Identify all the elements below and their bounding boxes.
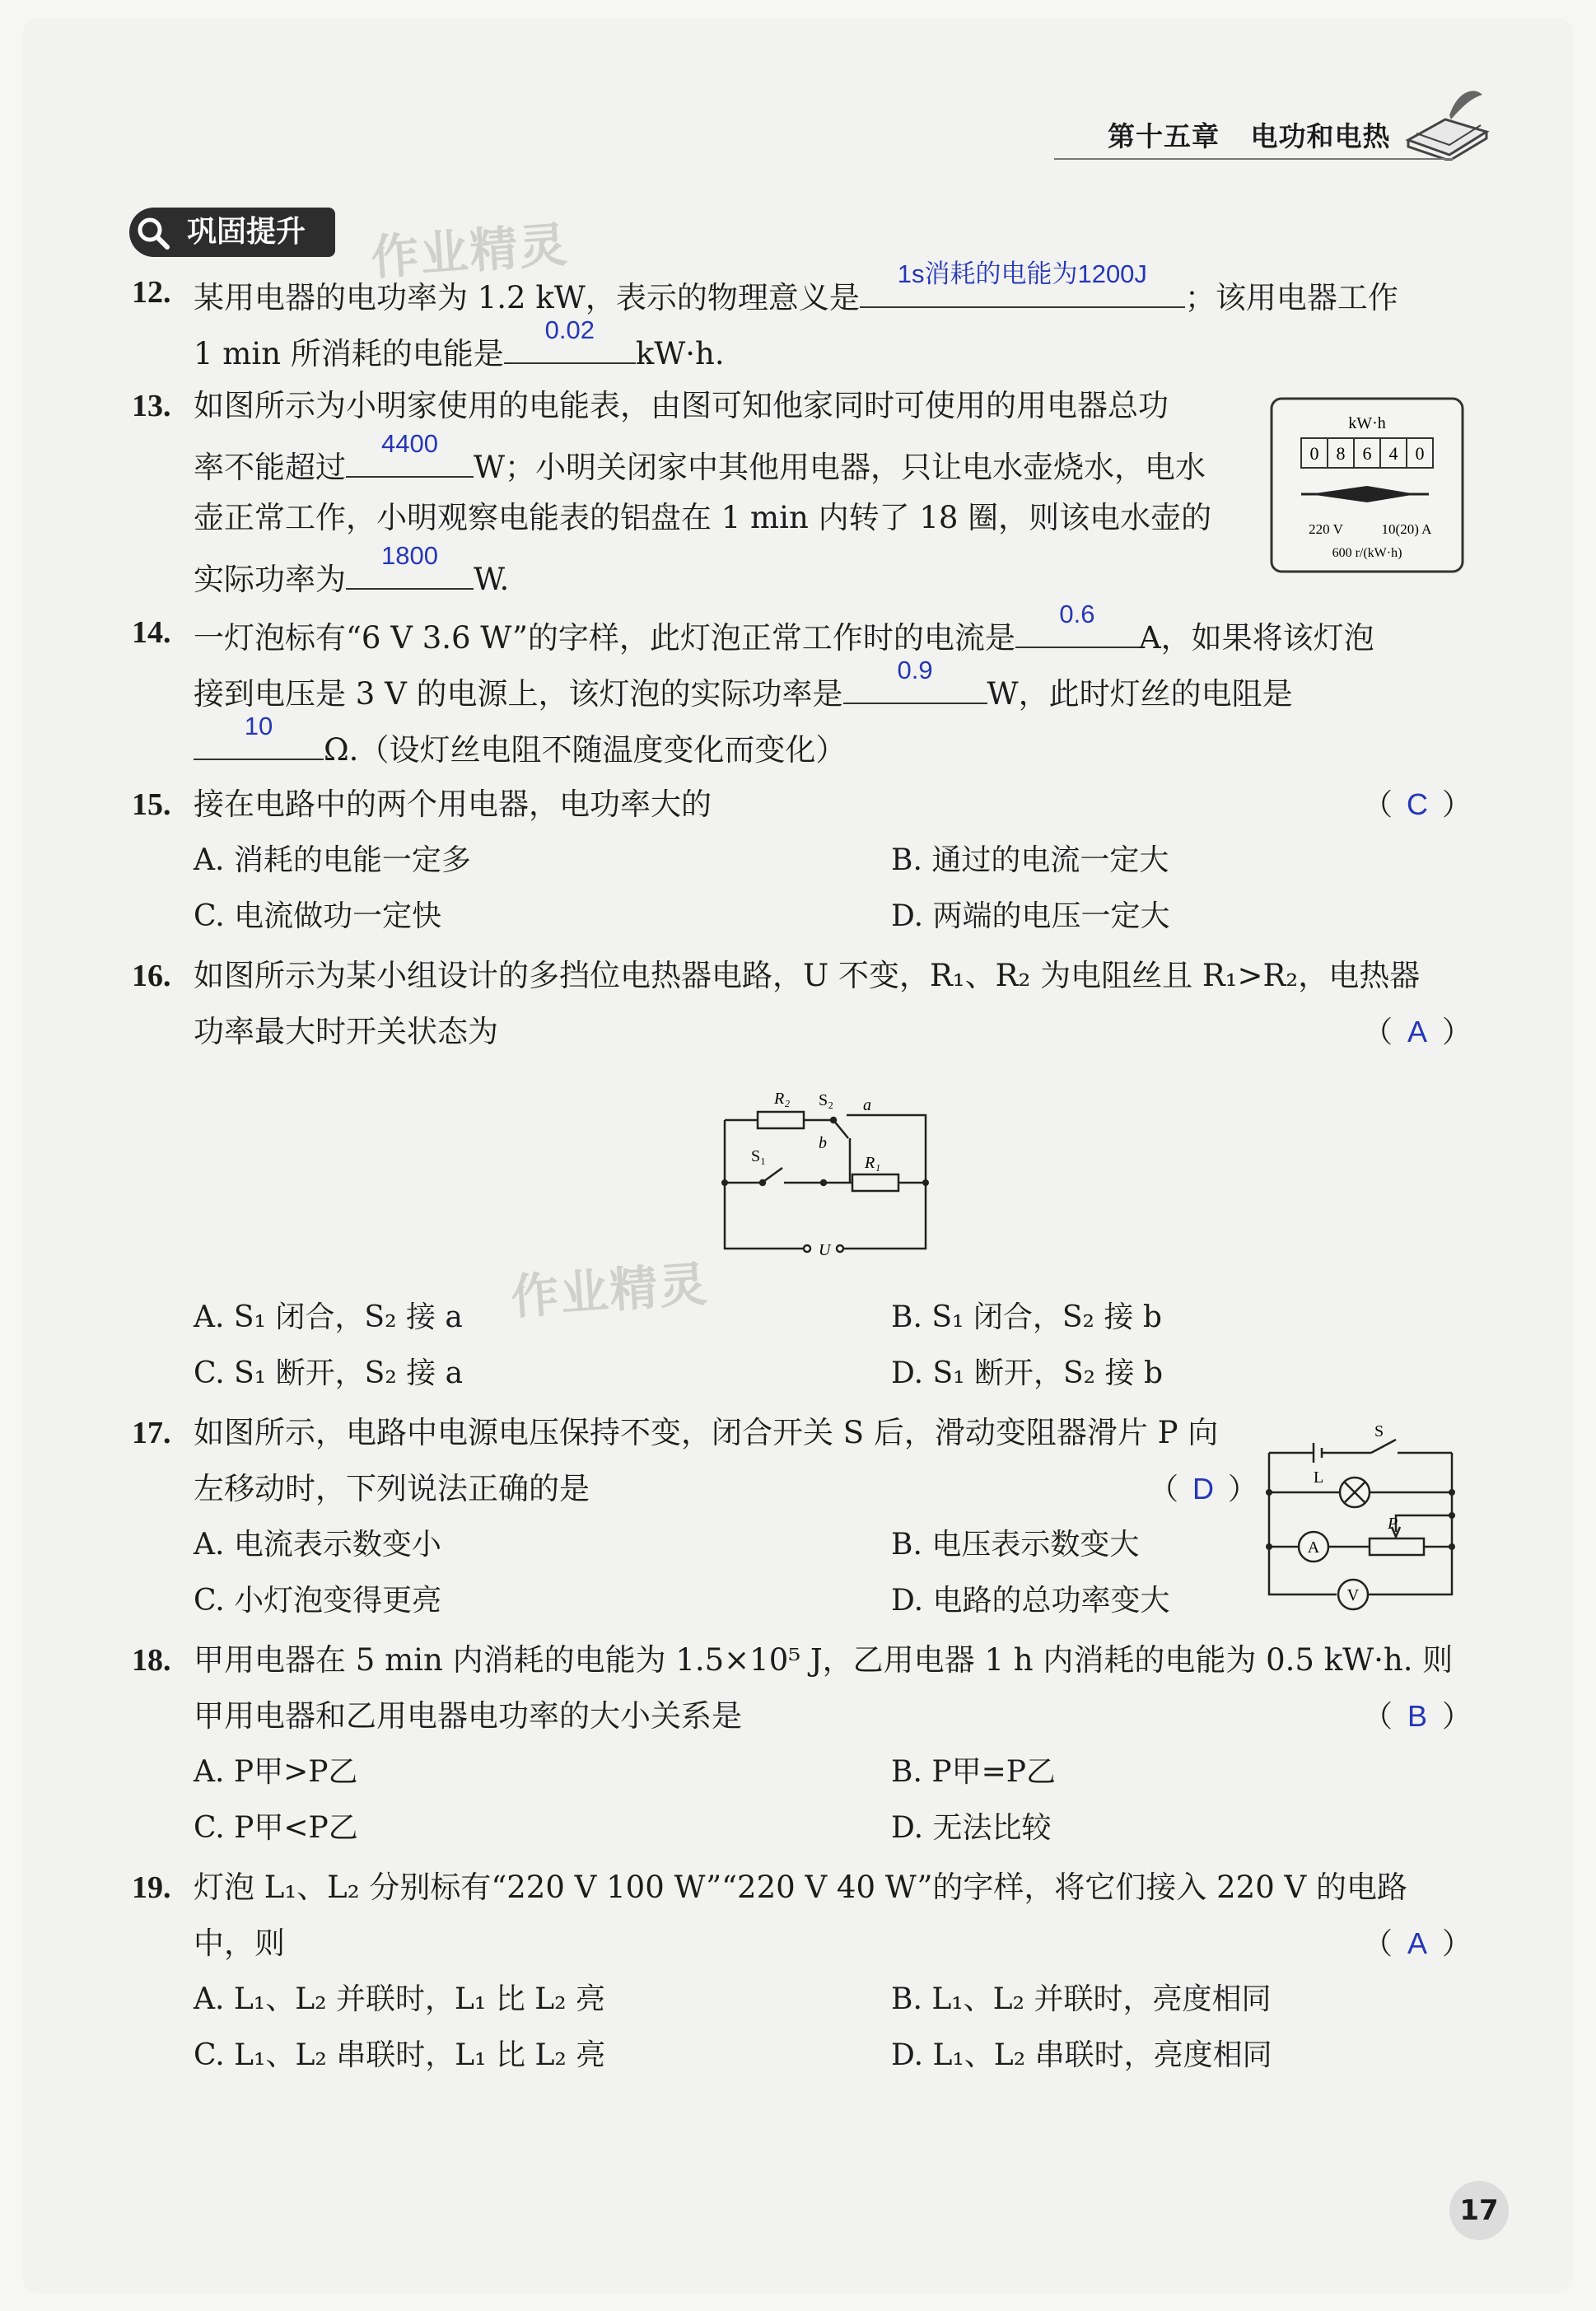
question-number: 19.: [132, 1870, 171, 1905]
q14-text: A，如果将该灯泡: [1138, 620, 1374, 656]
q13-blank2[interactable]: [346, 541, 474, 590]
lamp-l-label: L: [1314, 1468, 1324, 1487]
voltmeter-label: V: [1346, 1586, 1360, 1604]
q17-option-b[interactable]: B. 电压表示数变大: [891, 1528, 1140, 1562]
q18-line2: 甲用电器和乙用电器电功率的大小关系是: [194, 1698, 742, 1734]
page-number: 17: [1449, 2181, 1509, 2240]
q14-text: 一灯泡标有“6 V 3.6 W”的字样，此灯泡正常工作时的电流是: [194, 620, 1015, 656]
meter-digit: 6: [1362, 443, 1372, 464]
q16-option-b[interactable]: B. S₁ 闭合，S₂ 接 b: [891, 1300, 1162, 1334]
q14-blank3[interactable]: [194, 712, 324, 760]
q19-line1: 灯泡 L₁、L₂ 分别标有“220 V 100 W”“220 V 40 W”的字样，将它们接入 220 V 的电路: [194, 1870, 1408, 1905]
q16-answer-paren: （ A ）: [1363, 1015, 1472, 1049]
q19-option-a[interactable]: A. L₁、L₂ 并联时，L₁ 比 L₂ 亮: [194, 1982, 606, 2016]
q18-line1: 甲用电器在 5 min 内消耗的电能为 1.5×10⁵ J，乙用电器 1 h 内消耗的电能为 0.5 kW·h. 则: [194, 1642, 1454, 1678]
q18-option-a[interactable]: A. P甲>P乙: [194, 1755, 358, 1789]
q16-circuit-diagram: [708, 1079, 939, 1268]
header-rule: [1054, 158, 1454, 160]
q14-text: 接到电压是 3 V 的电源上，该灯泡的实际功率是: [194, 676, 843, 712]
q14-line2: [194, 656, 1293, 713]
u-label: U: [819, 1241, 831, 1259]
q17-answer-paren: （ D ）: [1149, 1472, 1258, 1506]
q15-answer: C: [1407, 787, 1429, 821]
q13-answer2: 1800: [381, 541, 438, 570]
a-label: a: [863, 1096, 871, 1114]
question-number: 13.: [132, 389, 171, 423]
q12-blank2[interactable]: [504, 315, 636, 364]
q15-option-d[interactable]: D. 两端的电压一定大: [891, 899, 1170, 933]
r1-label: R₁: [865, 1154, 881, 1172]
meter-digit-decimal: 0: [1415, 443, 1425, 464]
b-label: b: [819, 1134, 827, 1152]
q14-blank2[interactable]: [843, 656, 987, 704]
watermark: 作业精灵: [509, 1255, 711, 1326]
meter-digit: 0: [1309, 443, 1319, 464]
q17-option-a[interactable]: A. 电流表示数变小: [194, 1528, 441, 1562]
q17-line1: 如图所示，电路中电源电压保持不变，闭合开关 S 后，滑动变阻器滑片 P 向: [194, 1415, 1219, 1450]
watermark: 作业精灵: [369, 216, 571, 287]
q13-text: W.: [474, 562, 510, 597]
question-number: 17.: [132, 1416, 171, 1450]
q14-answer1: 0.6: [1059, 600, 1095, 628]
q14-answer3: 10: [244, 712, 273, 740]
q19-option-b[interactable]: B. L₁、L₂ 并联时，亮度相同: [891, 1982, 1272, 2016]
s1-label: S₁: [751, 1147, 767, 1165]
r2-label: R₂: [774, 1090, 791, 1108]
slider-p-label: P: [1388, 1515, 1398, 1533]
q18-answer: B: [1407, 1699, 1428, 1733]
q15-option-c[interactable]: C. 电流做功一定快: [194, 899, 442, 933]
s2-label: S₂: [819, 1091, 834, 1109]
q13-answer1: 4400: [381, 429, 438, 458]
q13-blank1[interactable]: [346, 429, 474, 478]
q18-option-b[interactable]: B. P甲=P乙: [891, 1755, 1056, 1789]
q13-line3: 壶正常工作，小明观察电能表的铝盘在 1 min 内转了 18 圈，则该电水壶的: [194, 500, 1212, 535]
meter-unit: kW·h: [1348, 414, 1386, 432]
q12-text: ；该用电器工作: [1184, 280, 1398, 315]
meter-digit: 8: [1336, 443, 1346, 464]
q13-text: W；小明关闭家中其他用电器，只让电水壶烧水，电水: [474, 450, 1206, 485]
q16-option-a[interactable]: A. S₁ 闭合，S₂ 接 a: [194, 1300, 463, 1334]
q17-option-c[interactable]: C. 小灯泡变得更亮: [194, 1584, 442, 1618]
q12-answer2: 0.02: [544, 315, 595, 344]
q14-blank1[interactable]: [1015, 600, 1139, 648]
question-number: 14.: [132, 615, 171, 650]
q19-option-d[interactable]: D. L₁、L₂ 串联时，亮度相同: [891, 2038, 1272, 2072]
q12-text: 某用电器的电功率为 1.2 kW，表示的物理意义是: [194, 280, 860, 315]
q19-option-c[interactable]: C. L₁、L₂ 串联时，L₁ 比 L₂ 亮: [194, 2038, 606, 2072]
magnifier-icon: [134, 214, 172, 252]
meter-revolutions: 600 r/(kW·h): [1332, 546, 1402, 560]
section-title: 巩固提升: [129, 208, 335, 257]
q18-option-c[interactable]: C. P甲<P乙: [194, 1811, 358, 1845]
energy-meter-figure: [1268, 395, 1466, 575]
q18-option-d[interactable]: D. 无法比较: [891, 1811, 1052, 1845]
meter-digit: 4: [1388, 443, 1398, 464]
q19-answer-paren: （ A ）: [1363, 1926, 1472, 1961]
q15-option-b[interactable]: B. 通过的电流一定大: [891, 843, 1169, 877]
q14-text: W，此时灯丝的电阻是: [987, 676, 1293, 712]
q12-line1: [194, 259, 1398, 317]
q18-answer-paren: （ B ）: [1363, 1699, 1472, 1734]
q13-text: 实际功率为: [194, 562, 346, 597]
q15-stem: 接在电路中的两个用电器，电功率大的: [194, 787, 712, 822]
q17-line2: 左移动时，下列说法正确的是: [194, 1471, 590, 1506]
q16-option-c[interactable]: C. S₁ 断开，S₂ 接 a: [194, 1356, 464, 1390]
q19-line2: 中，则: [194, 1926, 285, 1961]
q17-circuit-diagram: [1264, 1417, 1470, 1611]
q16-option-d[interactable]: D. S₁ 断开，S₂ 接 b: [891, 1356, 1164, 1390]
q12-line2: [194, 315, 725, 373]
q16-line1: 如图所示为某小组设计的多挡位电热器电路，U 不变，R₁、R₂ 为电阻丝且 R₁>R₂，电热器: [194, 958, 1421, 993]
book-icon: [1400, 82, 1491, 161]
q13-line1: 如图所示为小明家使用的电能表，由图可知他家同时可使用的用电器总功: [194, 388, 1169, 423]
q12-blank1[interactable]: [860, 259, 1185, 308]
q13-line4: [194, 541, 510, 599]
q16-line2: 功率最大时开关状态为: [194, 1014, 498, 1049]
q14-line1: [194, 600, 1374, 657]
q12-answer1: 1s消耗的电能为1200J: [897, 259, 1147, 288]
q13-text: 率不能超过: [194, 450, 346, 485]
q16-answer: A: [1407, 1015, 1428, 1048]
ammeter-label: A: [1307, 1538, 1320, 1557]
q15-option-a[interactable]: A. 消耗的电能一定多: [194, 843, 471, 877]
q14-text: Ω.（设灯丝电阻不随温度变化而变化）: [324, 732, 847, 768]
q12-text: 1 min 所消耗的电能是: [194, 336, 504, 371]
chapter-header: [1108, 115, 1390, 154]
meter-current: 10(20) A: [1381, 521, 1432, 537]
q15-answer-paren: （ C ）: [1363, 787, 1472, 822]
q17-option-d[interactable]: D. 电路的总功率变大: [891, 1584, 1170, 1618]
switch-s-label: S: [1374, 1422, 1384, 1440]
question-number: 12.: [132, 275, 171, 310]
q14-line3: [194, 712, 847, 769]
question-number: 18.: [132, 1643, 171, 1678]
question-number: 16.: [132, 959, 171, 993]
q19-answer: A: [1407, 1926, 1428, 1960]
meter-voltage: 220 V: [1309, 521, 1343, 537]
q12-text: kW·h.: [635, 336, 725, 371]
q13-line2: [194, 429, 1206, 487]
q14-answer2: 0.9: [897, 656, 933, 684]
q17-answer: D: [1192, 1472, 1215, 1506]
question-number: 15.: [132, 787, 171, 822]
chapter-title: 电功和电热: [1250, 120, 1391, 152]
chapter-number: 第十五章: [1108, 120, 1220, 152]
